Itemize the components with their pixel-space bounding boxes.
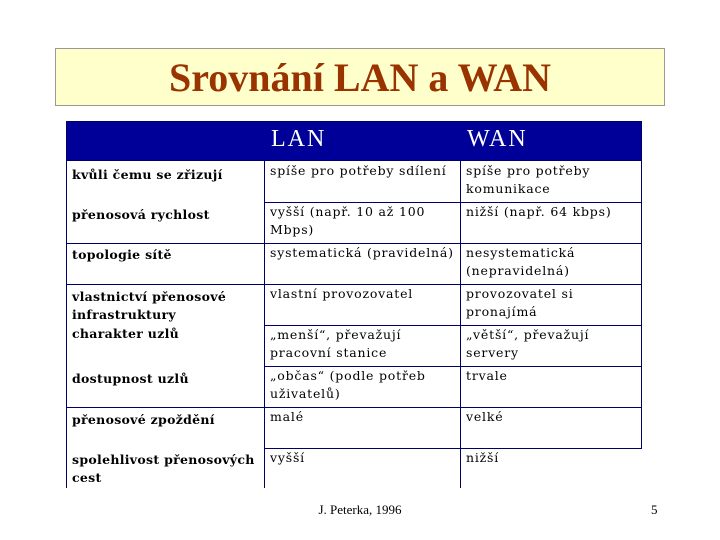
row-divider [66, 407, 642, 408]
table-row [66, 202, 642, 243]
header-lan: LAN [271, 126, 327, 152]
row-label: spolehlivost přenosových cest [72, 452, 255, 485]
row-divider [264, 366, 642, 367]
wan-cell: nesystematická (nepravidelná) [466, 245, 576, 278]
table-row [66, 161, 642, 202]
wan-cell: provozovatel si pronajímá [466, 286, 574, 319]
lan-cell: „menší“, převažují pracovní stanice [270, 327, 402, 360]
wan-cell: „větší“, převažují servery [466, 327, 590, 360]
table-header [66, 121, 642, 161]
lan-cell: vlastní provozovatel [270, 286, 414, 301]
table-row [66, 407, 642, 448]
table-row [66, 366, 642, 407]
table-row [66, 325, 642, 366]
footer-author: J. Peterka, 1996 [318, 502, 402, 517]
table-row [66, 448, 642, 489]
table-border-left [66, 121, 67, 488]
row-label: přenosová rychlost [72, 207, 210, 222]
row-divider [66, 284, 642, 285]
wan-cell: nižší (např. 64 kbps) [466, 204, 612, 219]
row-divider [264, 325, 642, 326]
row-label: dostupnost uzlů [72, 371, 189, 386]
table-row [66, 284, 642, 325]
wan-cell: nižší [466, 450, 500, 465]
row-label: vlastnictví přenosové infrastruktury [72, 289, 227, 322]
header-wan: WAN [467, 126, 528, 152]
lan-cell: systematická (pravidelná) [270, 245, 454, 260]
row-divider [264, 202, 642, 203]
comparison-table [66, 121, 642, 489]
lan-cell: spíše pro potřeby sdílení [270, 163, 447, 178]
row-divider [66, 243, 642, 244]
lan-cell: vyšší (např. 10 až 100 Mbps) [270, 204, 426, 237]
row-label: kvůli čemu se zřizují [72, 167, 223, 182]
row-label: přenosové zpoždění [72, 412, 215, 427]
lan-cell: vyšší [270, 450, 305, 465]
wan-cell: trvale [466, 368, 508, 383]
title-box [55, 48, 665, 106]
table-row [66, 243, 642, 284]
wan-cell: spíše pro potřeby komunikace [466, 163, 591, 196]
row-divider [264, 448, 642, 449]
wan-cell: velké [466, 409, 504, 424]
slide-title: Srovnání LAN a WAN [169, 54, 551, 100]
page-number: 5 [651, 502, 658, 517]
lan-cell: „občas“ (podle potřeb uživatelů) [270, 368, 426, 401]
row-label: topologie sítě [72, 247, 172, 262]
lan-cell: malé [270, 409, 304, 424]
row-label: charakter uzlů [72, 326, 180, 341]
